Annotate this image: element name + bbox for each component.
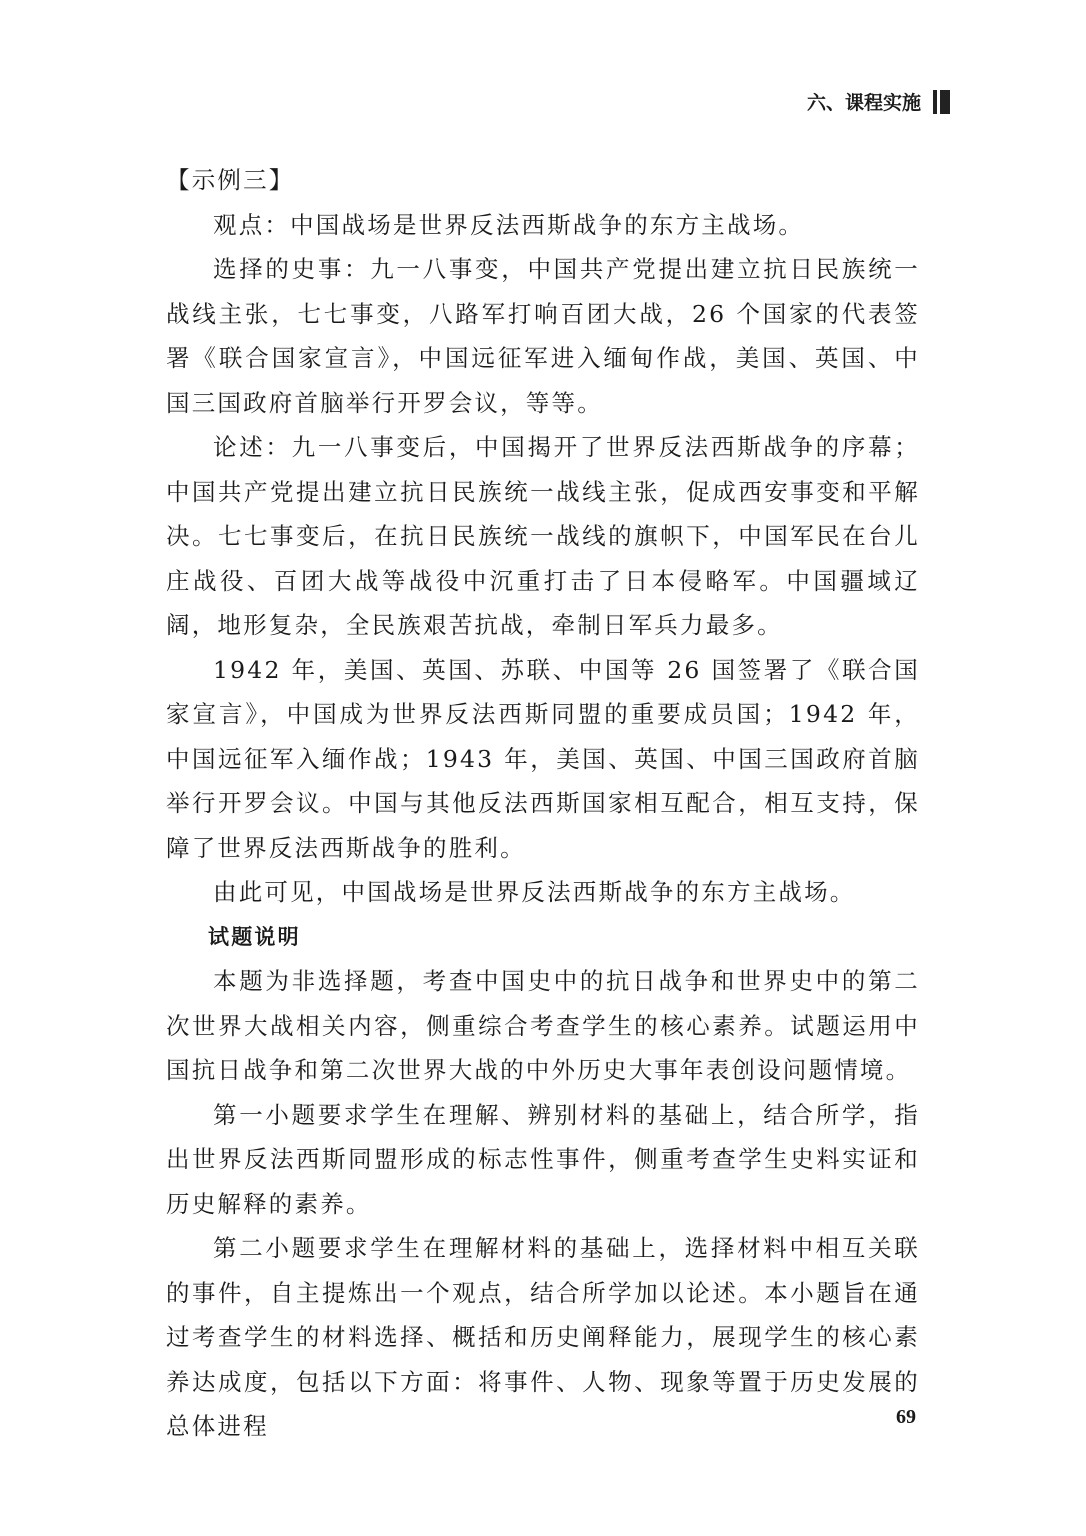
example-heading: 【示例三】 (166, 166, 295, 194)
section-title: 六、课程实施 (806, 92, 921, 114)
header-bar-thick (940, 90, 950, 114)
argument-paragraph-1942: 1942 年，美国、英国、苏联、中国等 26 国签署了《联合国家宣言》，中国成为世界反法西斯同盟的重要成员国；1942 年，中国远征军入缅作战；1943 年，美国、英国、中国三国政府首脑举行开罗会议。中国与其他反法西斯国家相互配合，相互支持，保障了世界反法西斯战争的胜利。 (166, 655, 920, 862)
header-bars-icon (933, 90, 950, 114)
second-subquestion-paragraph: 第二小题要求学生在理解材料的基础上，选择材料中相互关联的事件，自主提炼出一个观点，结合所学加以论述。本小题旨在通过考查学生的材料选择、概括和历史阐释能力，展现学生的核心素养达成度，包括以下方面：将事件、人物、现象等置于历史发展的总体进程 (166, 1234, 920, 1440)
conclusion-paragraph: 由此可见，中国战场是世界反法西斯战争的东方主战场。 (213, 878, 856, 906)
first-subquestion-paragraph: 第一小题要求学生在理解、辨别材料的基础上，结合所学，指出世界反法西斯同盟形成的标志性事件，侧重考查学生史料实证和历史解释的素养。 (166, 1100, 920, 1218)
running-header (807, 88, 950, 115)
question-explanation-heading: 试题说明 (208, 924, 301, 949)
page-body (166, 158, 920, 1449)
argument-paragraph: 论述：九一八事变后，中国揭开了世界反法西斯战争的序幕；中国共产党提出建立抗日民族统一战线主张，促成西安事变和平解决。七七事变后，在抗日民族统一战线的旗帜下，中国军民在台儿庄战役、百团大战等战役中沉重打击了日本侵略军。中国疆域辽阔，地形复杂，全民族艰苦抗战，牵制日军兵力最多。 (166, 433, 920, 639)
header-bar-thin (933, 90, 937, 114)
viewpoint-paragraph: 观点：中国战场是世界反法西斯战争的东方主战场。 (213, 210, 805, 239)
explanation-paragraph: 本题为非选择题，考查中国史中的抗日战争和世界史中的第二次世界大战相关内容，侧重综合考查学生的核心素养。试题运用中国抗日战争和第二次世界大战的中外历史大事年表创设问题情境。 (166, 967, 920, 1084)
selected-events-paragraph: 选择的史事：九一八事变，中国共产党提出建立抗日民族统一战线主张，七七事变，八路军打响百团大战，26 个国家的代表签署《联合国家宣言》，中国远征军进入缅甸作战，美国、英国、中国三国政府首脑举行开罗会议，等等。 (166, 255, 920, 417)
page-number: 69 (896, 1406, 916, 1428)
